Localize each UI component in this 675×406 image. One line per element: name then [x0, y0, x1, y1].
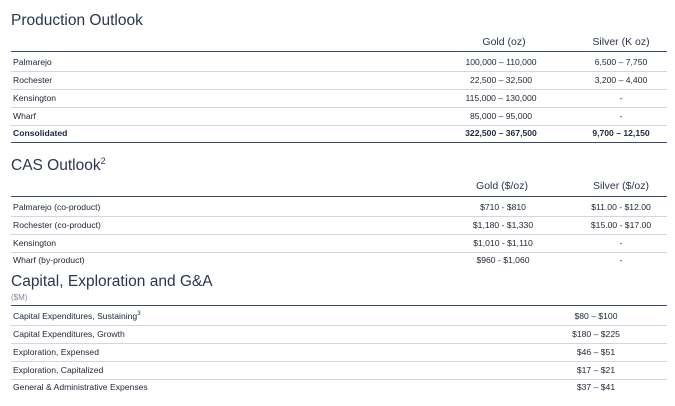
row-label: Rochester (co-product): [13, 220, 101, 230]
row-label: Wharf: [13, 111, 36, 121]
row-label: Capital Expenditures, Growth: [13, 329, 125, 339]
gold-value: 100,000 – 110,000: [465, 57, 537, 67]
production-row-kensington: [11, 89, 667, 108]
gold-value: $960 - $1,060: [476, 255, 530, 265]
capital-row-exploration-capitalized: [11, 361, 667, 380]
row-label: Palmarejo: [13, 57, 52, 67]
silver-value: -: [619, 93, 623, 103]
silver-value: -: [619, 238, 623, 248]
capital-title: Capital, Exploration and G&A: [11, 273, 213, 290]
gold-value: $1,180 - $1,330: [472, 220, 534, 230]
cas-title-footnote: 2: [100, 155, 106, 166]
cas-gold-header: Gold ($/oz): [476, 180, 528, 192]
row-label: Kensington: [13, 238, 57, 248]
row-label: [13, 311, 141, 321]
production-header-rule: [11, 51, 667, 52]
production-row-palmarejo: [11, 53, 667, 72]
row-label-text: Capital Expenditures, Sustaining: [13, 311, 138, 321]
production-gold-header: Gold (oz): [482, 36, 526, 48]
capital-row-growth: [11, 325, 667, 344]
production-row-consolidated: [11, 124, 667, 143]
capital-unit-label: ($M): [11, 293, 28, 302]
gold-value: 115,000 – 130,000: [465, 93, 537, 103]
capital-value: $17 – $21: [576, 365, 616, 375]
row-label: Exploration, Expensed: [13, 347, 99, 357]
row-label: Consolidated: [13, 128, 68, 138]
cas-row-palmarejo: [11, 198, 667, 217]
row-label: Rochester: [13, 75, 53, 85]
capital-value: $37 – $41: [576, 382, 616, 392]
production-row-rochester: [11, 71, 667, 90]
cas-row-wharf: [11, 251, 667, 269]
gold-value: $710 - $810: [480, 202, 526, 212]
silver-value: 6,500 – 7,750: [594, 57, 648, 67]
capital-row-exploration-expensed: [11, 343, 667, 362]
silver-value: $11.00 - $12.00: [591, 202, 651, 212]
row-label: Palmarejo (co-product): [13, 202, 101, 212]
silver-value: 3,200 – 4,400: [594, 75, 648, 85]
row-label: Wharf (by-product): [13, 255, 85, 265]
cas-header-rule: [11, 196, 667, 197]
cas-row-rochester: [11, 216, 667, 235]
row-label-footnote: 3: [137, 311, 141, 318]
row-label: Exploration, Capitalized: [13, 365, 104, 375]
row-label: Kensington: [13, 93, 57, 103]
silver-value: -: [619, 255, 623, 265]
silver-value: -: [619, 111, 623, 121]
gold-value: 322,500 – 367,500: [465, 128, 537, 138]
cas-outlook-title: [11, 157, 106, 175]
row-label: General & Administrative Expenses: [13, 382, 148, 392]
production-row-wharf: [11, 107, 667, 126]
gold-value: $1,010 - $1,110: [473, 238, 533, 248]
cas-silver-header: Silver ($/oz): [592, 180, 649, 192]
gold-value: 85,000 – 95,000: [469, 111, 533, 121]
capital-value: $46 – $51: [576, 347, 616, 357]
capital-value: $80 – $100: [574, 311, 618, 321]
capital-header-rule: [11, 305, 667, 306]
capital-row-ga: [11, 378, 667, 396]
capital-row-sustaining: [11, 307, 667, 326]
silver-value: $15.00 - $17.00: [590, 220, 652, 230]
cas-row-kensington: [11, 234, 667, 253]
cas-title-text: CAS Outlook: [11, 157, 101, 174]
production-silver-header: Silver (K oz): [592, 36, 650, 48]
gold-value: 22,500 – 32,500: [469, 75, 533, 85]
capital-value: $180 – $225: [572, 329, 620, 339]
production-outlook-title: Production Outlook: [11, 12, 143, 29]
silver-value: 9,700 – 12,150: [592, 128, 650, 138]
